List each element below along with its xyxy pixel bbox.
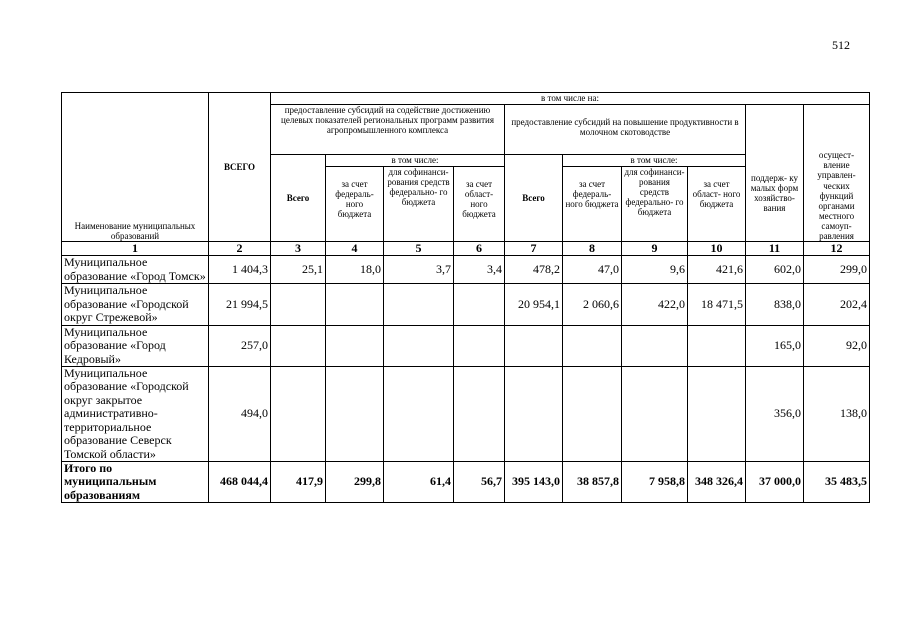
table-cell: 602,0 xyxy=(746,256,804,284)
table-cell: 18 471,5 xyxy=(688,284,746,325)
header-col12: осущест- вление управлен- ческих функций органами местного самоуп- равления xyxy=(804,105,870,242)
table-cell: 21 994,5 xyxy=(209,284,271,325)
header-including: в том числе на: xyxy=(271,93,870,105)
table-row xyxy=(62,325,870,366)
column-number: 10 xyxy=(688,242,746,256)
column-number: 11 xyxy=(746,242,804,256)
municipality-name: Муниципальное образование «Город Кедровый» xyxy=(62,325,209,366)
column-number: 12 xyxy=(804,242,870,256)
column-number: 9 xyxy=(622,242,688,256)
table-cell xyxy=(505,325,563,366)
column-number: 2 xyxy=(209,242,271,256)
table-cell: 47,0 xyxy=(563,256,622,284)
table-cell: 92,0 xyxy=(804,325,870,366)
table-row xyxy=(62,256,870,284)
table-cell xyxy=(454,366,505,461)
table-cell: 202,4 xyxy=(804,284,870,325)
table-cell: 422,0 xyxy=(622,284,688,325)
column-number: 1 xyxy=(62,242,209,256)
table-cell: 1 404,3 xyxy=(209,256,271,284)
table-cell xyxy=(563,325,622,366)
total-value: 38 857,8 xyxy=(563,462,622,503)
total-value: 468 044,4 xyxy=(209,462,271,503)
header-g2-total: Всего xyxy=(505,155,563,242)
table-cell: 20 954,1 xyxy=(505,284,563,325)
total-row xyxy=(62,462,870,503)
total-value: 348 326,4 xyxy=(688,462,746,503)
header-g2-regional: за счет област- ного бюджета xyxy=(688,167,746,242)
table-cell xyxy=(326,325,384,366)
header-g1-federal: за счет федераль- ного бюджета xyxy=(326,167,384,242)
table-cell xyxy=(271,366,326,461)
table-cell: 25,1 xyxy=(271,256,326,284)
column-number: 7 xyxy=(505,242,563,256)
table-cell: 3,7 xyxy=(384,256,454,284)
table-cell xyxy=(271,325,326,366)
table-cell xyxy=(454,284,505,325)
header-g2-cofinance: для софинанси- рования средств федерально- го бюджета xyxy=(622,167,688,242)
table-cell xyxy=(563,366,622,461)
table-row xyxy=(62,366,870,461)
municipality-name: Муниципальное образование «Город Томск» xyxy=(62,256,209,284)
total-value: 35 483,5 xyxy=(804,462,870,503)
total-value: 56,7 xyxy=(454,462,505,503)
table-cell: 3,4 xyxy=(454,256,505,284)
table-cell xyxy=(384,284,454,325)
table-cell xyxy=(688,366,746,461)
header-total: ВСЕГО xyxy=(209,93,271,242)
table-cell: 494,0 xyxy=(209,366,271,461)
table-cell xyxy=(384,325,454,366)
header-municipality: Наименование муниципальных образований xyxy=(62,93,209,242)
table-cell xyxy=(688,325,746,366)
page-number: 512 xyxy=(832,38,850,52)
header-g1-including: в том числе: xyxy=(326,155,505,167)
header-g1-cofinance: для софинанси- рования средств федерально- го бюджета xyxy=(384,167,454,242)
total-value: 395 143,0 xyxy=(505,462,563,503)
table-cell: 838,0 xyxy=(746,284,804,325)
column-number: 3 xyxy=(271,242,326,256)
column-number: 8 xyxy=(563,242,622,256)
table-cell xyxy=(271,284,326,325)
header-group1: предоставление субсидий на содействие достижению целевых показателей региональных программ развития агропромышленного комплекса xyxy=(271,105,505,155)
table-cell: 421,6 xyxy=(688,256,746,284)
municipality-name: Муниципальное образование «Городской округ Стрежевой» xyxy=(62,284,209,325)
column-number: 4 xyxy=(326,242,384,256)
table-cell: 18,0 xyxy=(326,256,384,284)
total-value: 61,4 xyxy=(384,462,454,503)
header-g2-federal: за счет федераль- ного бюджета xyxy=(563,167,622,242)
table-cell: 356,0 xyxy=(746,366,804,461)
table-cell xyxy=(505,366,563,461)
table-cell xyxy=(622,366,688,461)
column-number: 6 xyxy=(454,242,505,256)
header-group2: предоставление субсидий на повышение продуктивности в молочном скотоводстве xyxy=(505,105,746,155)
table-cell: 257,0 xyxy=(209,325,271,366)
total-label: Итого по муниципальным образованиям xyxy=(62,462,209,503)
subsidy-table xyxy=(61,92,870,503)
table-cell xyxy=(454,325,505,366)
table-cell xyxy=(622,325,688,366)
header-g2-including: в том числе: xyxy=(563,155,746,167)
table-row xyxy=(62,284,870,325)
table-cell: 9,6 xyxy=(622,256,688,284)
table-cell: 299,0 xyxy=(804,256,870,284)
table-cell: 478,2 xyxy=(505,256,563,284)
header-g1-total: Всего xyxy=(271,155,326,242)
total-value: 7 958,8 xyxy=(622,462,688,503)
header-g1-regional: за счет област- ного бюджета xyxy=(454,167,505,242)
table-cell: 2 060,6 xyxy=(563,284,622,325)
total-value: 417,9 xyxy=(271,462,326,503)
total-value: 37 000,0 xyxy=(746,462,804,503)
table-cell xyxy=(326,284,384,325)
table-cell: 138,0 xyxy=(804,366,870,461)
table-cell xyxy=(326,366,384,461)
column-number: 5 xyxy=(384,242,454,256)
total-value: 299,8 xyxy=(326,462,384,503)
table-cell: 165,0 xyxy=(746,325,804,366)
table-cell xyxy=(384,366,454,461)
municipality-name: Муниципальное образование «Городской округ закрытое административно-территориальное образование Северск Томской области» xyxy=(62,366,209,461)
header-col11: поддерж- ку малых форм хозяйство- вания xyxy=(746,105,804,242)
